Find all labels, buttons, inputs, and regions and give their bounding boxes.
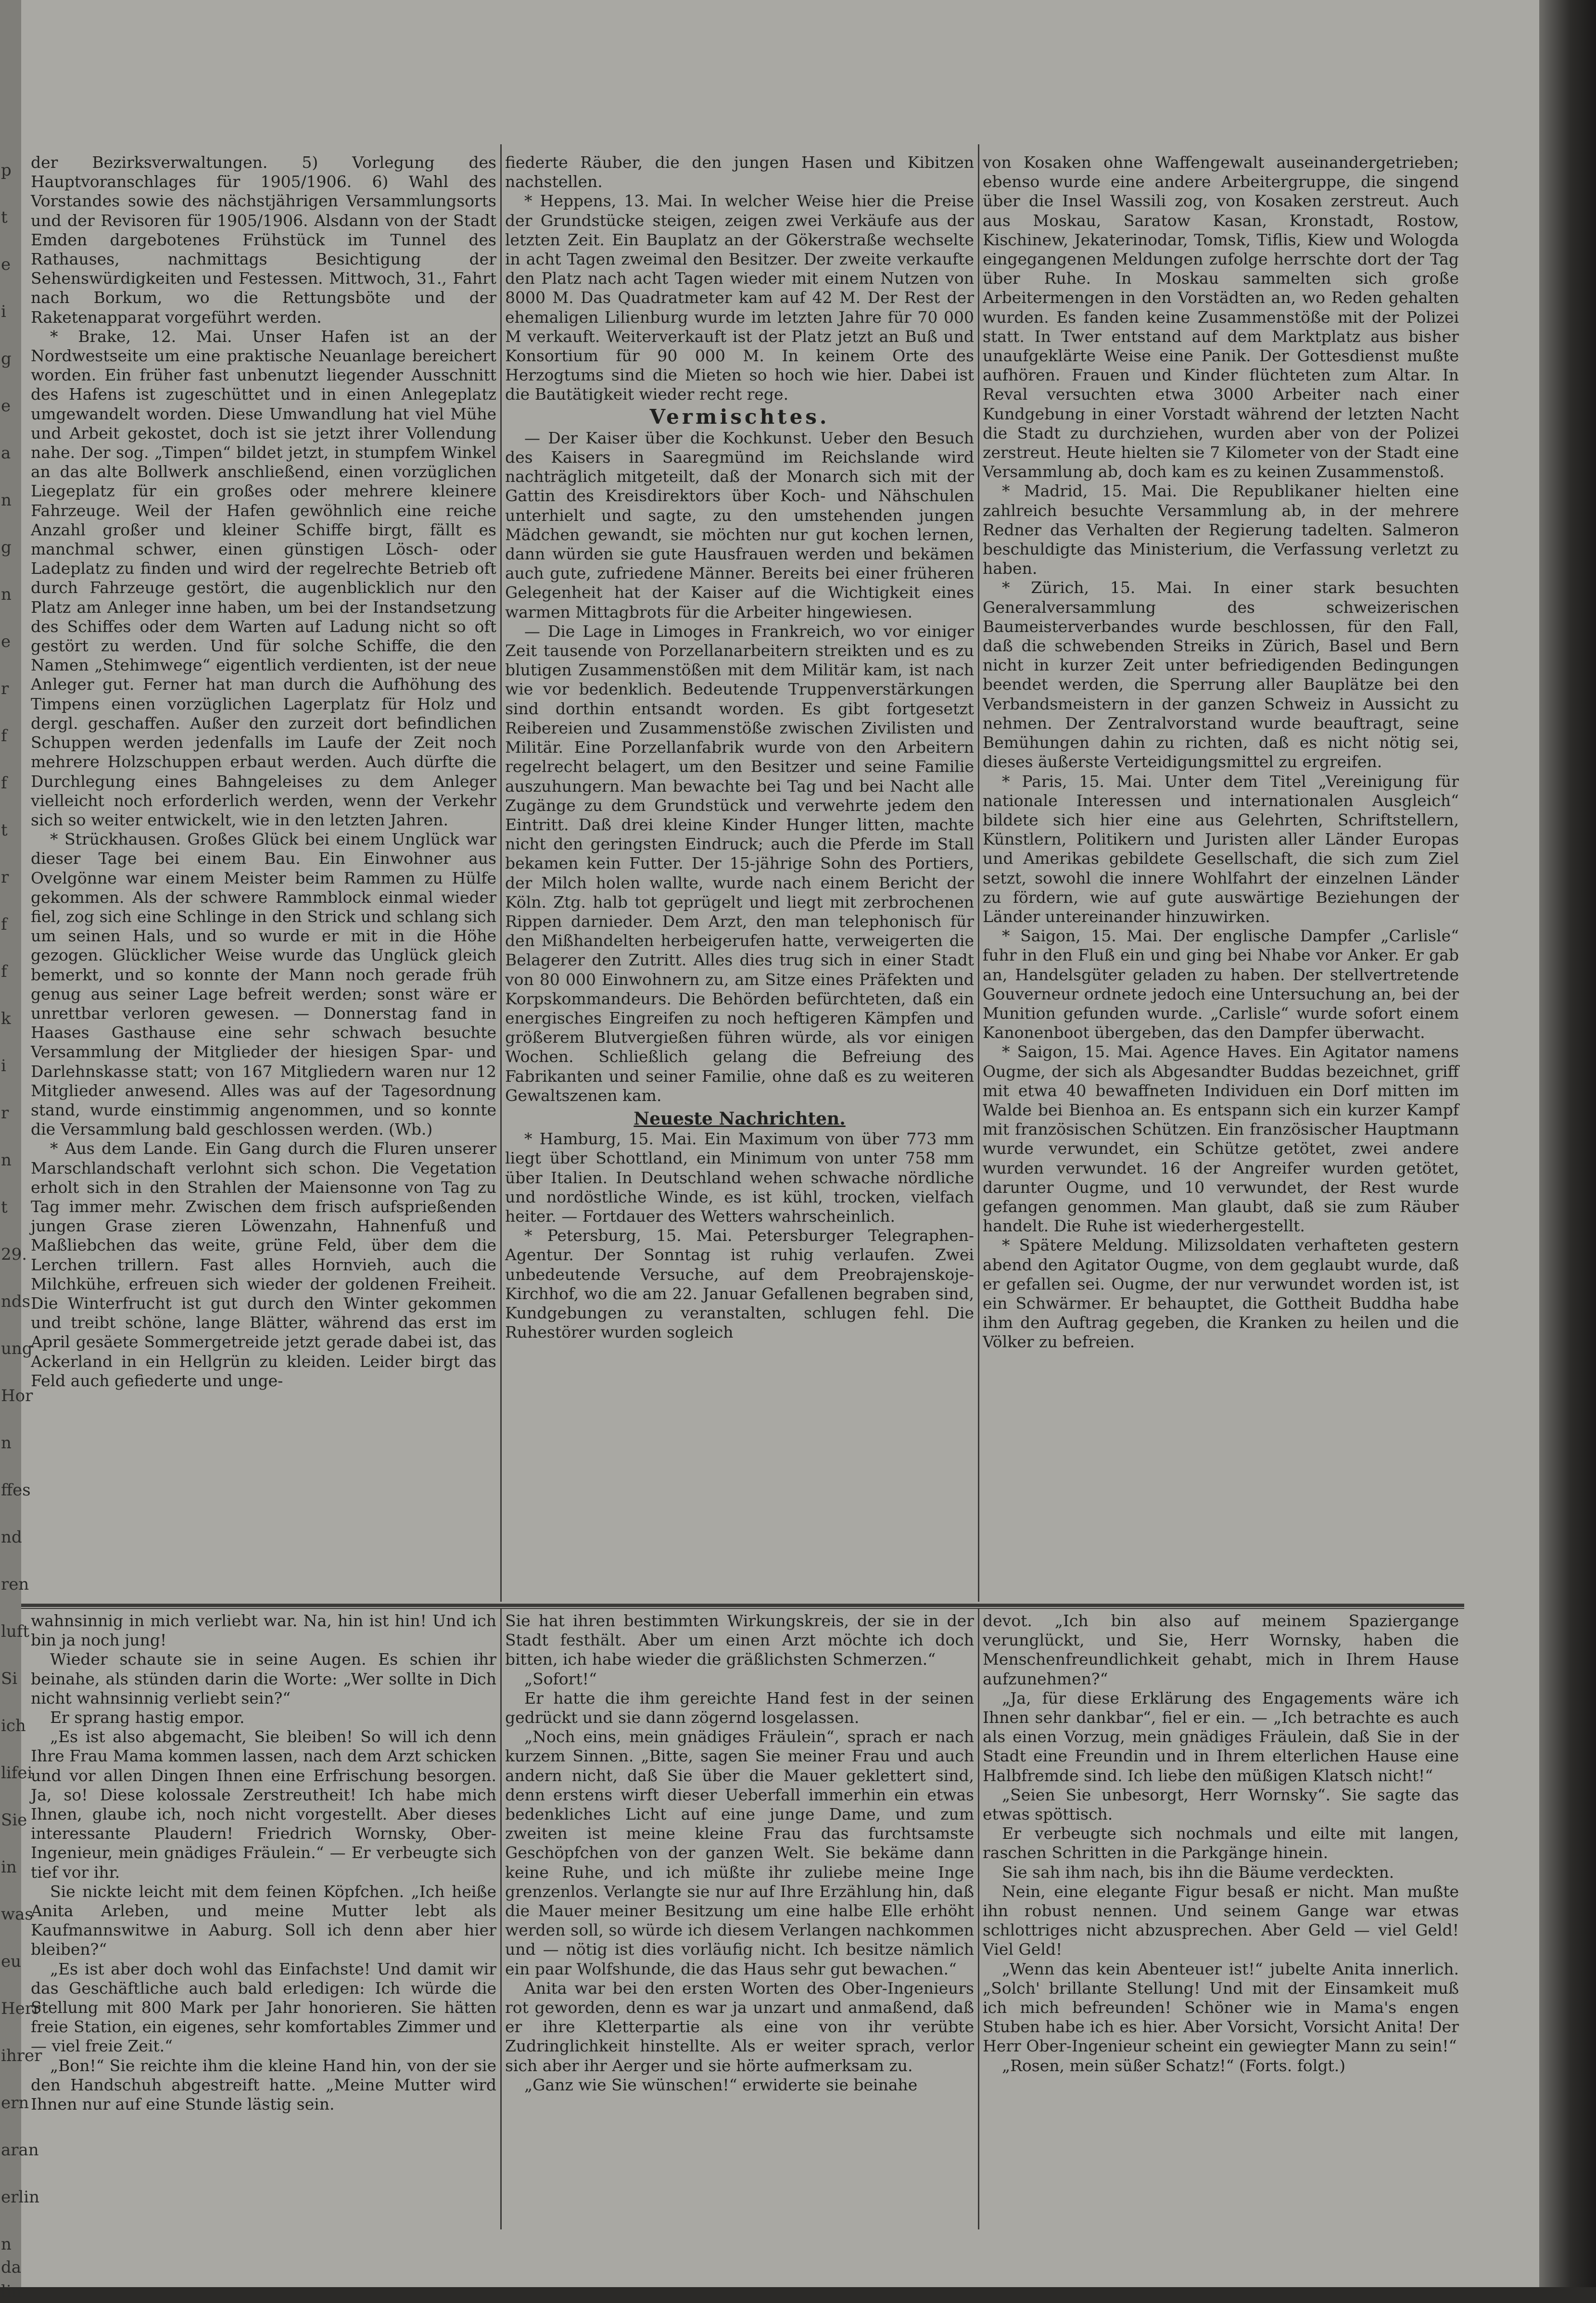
column-rule [500, 1609, 502, 2229]
article-paragraph: Er hatte die ihm gereichte Hand fest in der seinen gedrückt und sie dann zögernd losgelassen. [505, 1688, 974, 1727]
feuilleton-column-1 [31, 1611, 496, 2227]
neighbour-text-fragment: i [1, 1056, 6, 1076]
article-paragraph: * Saigon, 15. Mai. Der englische Dampfer „Carlisle“ fuhr in den Fluß ein und ging bei Nhabe vor Anker. Er gab an, Handelsgüter geladen zu haben. Der stellvertretende Gouverneur ordnete jedoch eine Untersuchung an, bei der Munition gefunden wurde. „Carlisle“ wurde sofort einem Kanonenboot übergeben, das den Dampfer überwacht. [983, 926, 1459, 1042]
neighbour-text-fragment: ich [1, 1716, 26, 1735]
neighbour-text-fragment: lin [1, 2282, 22, 2301]
neighbour-text-fragment: k [1, 1009, 11, 1028]
article-paragraph: „Es ist also abgemacht, Sie bleiben! So will ich denn Ihre Frau Mama kommen lassen, nach dem Arzt schicken und vor allen Dingen Ihnen eine Erfrischung besorgen. Ja, so! Diese kolossale Zerstreutheit! Ich habe mich Ihnen, glaube ich, noch nicht vorgestellt. Aber dieses interessante Plaudern! Friedrich Wornsky, Ober-Ingenieur, mein gnädiges Fräulein.“ — Er verbeugte sich tief vor ihr. [31, 1727, 496, 1882]
article-paragraph: „Ganz wie Sie wünschen!“ erwiderte sie beinahe [524, 2075, 918, 2094]
article-paragraph: Nein, eine elegante Figur besaß er nicht. Man mußte ihn robust nennen. Und seinem Gange war etwas schlottriges nicht abzusprechen. Aber Geld — viel Geld! Viel Geld! [983, 1882, 1459, 1959]
article-paragraph: von Kosaken ohne Waffengewalt auseinandergetrieben; ebenso wurde eine andere Arbeitergruppe, die singend über die Insel Wassili zog, von Kosaken zerstreut. Auch aus Moskau, Saratow Kasan, Kronstadt, Rostow, Kischinew, Jekaterinodar, Tomsk, Tiflis, Kiew und Wologda eingegangenen Meldungen zufolge herrschte dort der Tag über Ruhe. In Moskau sammelten sich große Arbeitermengen in den Vorstädten an, wo Reden gehalten wurden. Es fanden keine Zusammenstöße mit der Polizei statt. In Twer entstand auf dem Marktplatz aus bisher unaufgeklärte Weise eine Panik. Der Gottesdienst mußte aufhören. Frauen und Kinder flüchteten zum Altar. In Reval versuchten etwa 3000 Arbeiter nach einer Kundgebung in einer Vorstadt während der letzten Nacht die Stadt zu durchziehen, wurden aber von der Polizei zerstreut. Heute hielten sie 7 Kilometer von der Stadt eine Versammlung ab, doch kam es zu keinen Zusammenstoß. [983, 153, 1459, 481]
neighbour-text-fragment: r [1, 679, 9, 698]
neighbour-text-fragment: ern [1, 2093, 29, 2113]
neighbour-text-fragment: g [1, 538, 12, 557]
article-paragraph: — Der Kaiser über die Kochkunst. Ueber den Besuch des Kaisers in Saaregmünd im Reichslande wird nachträglich mitgeteilt, daß der Monarch sich mit der Gattin des Kreisdirektors über Koch- und Nähschulen unterhielt und sagte, zu den umstehenden jungen Mädchen gewandt, sie möchten nur gut kochen lernen, dann würden sie gute Hausfrauen werden und bekämen auch gute, zufriedene Männer. Bereits bei einer früheren Gelegenheit hat der Kaiser auf die Wichtigkeit eines warmen Mittagbrots für die Arbeiter hingewiesen. [505, 428, 974, 621]
article-paragraph: fiederte Räuber, die den jungen Hasen und Kibitzen nachstellen. [505, 153, 974, 191]
article-paragraph: * Heppens, 13. Mai. In welcher Weise hier die Preise der Grundstücke steigen, zeigen zwei Verkäufe aus der letzten Zeit. Ein Bauplatz an der Gökerstraße wechselte in acht Tagen zweimal den Besitzer. Der zweite verkaufte den Platz nach acht Tagen wieder mit einem Nutzen von 8000 M. Das Quadratmeter kam auf 42 M. Der Rest der ehemaligen Lilienburg wurde im letzten Jahre für 70 000 M verkauft. Weiterverkauft ist der Platz jetzt an Buß und Konsortium für 90 000 M. In keinem Orte des Herzogtums sind die Mieten so hoch wie hier. Dabei ist die Bautätigkeit wieder recht rege. [505, 191, 974, 404]
article-paragraph: „Es ist aber doch wohl das Einfachste! Und damit wir das Geschäftliche auch bald erledigen: Ich würde die Stellung mit 800 Mark per Jahr honorieren. Sie hätten freie Station, ein eigenes, sehr komfortables Zimmer und — viel freie Zeit.“ [31, 1959, 496, 2056]
neighbour-text-fragment: Hor [1, 1386, 33, 1405]
neighbour-text-fragment: n [1, 1151, 12, 1170]
neighbour-text-fragment: r [1, 868, 9, 887]
feuilleton-column-3 [983, 1611, 1459, 2227]
neighbour-text-fragment: ihrer [1, 2046, 42, 2065]
column-rule [500, 144, 502, 1602]
article-paragraph: „Seien Sie unbesorgt, Herr Wornsky“. Sie sagte das etwas spöttisch. [983, 1785, 1459, 1824]
feuilleton-column-2 [505, 1611, 974, 2227]
neighbour-text-fragment: f [1, 962, 7, 981]
neighbour-text-fragment: f [1, 726, 7, 746]
neighbour-text-fragment: in [1, 1858, 17, 1877]
neighbour-text-fragment: t [1, 821, 8, 840]
column-rule [978, 1609, 979, 2229]
neighbour-text-fragment: t [1, 208, 8, 227]
neighbour-text-fragment: p [1, 161, 12, 180]
news-column-1 [31, 153, 496, 1606]
article-paragraph: „Sofort!“ [524, 1669, 597, 1688]
neighbour-text-fragment: ffes [1, 1480, 31, 1500]
column-rule [978, 144, 979, 1602]
neighbour-text-fragment: was [1, 1905, 33, 1924]
article-paragraph: „Noch eins, mein gnädiges Fräulein“, sprach er nach kurzem Sinnen. „Bitte, sagen Sie meiner Frau und auch andern nicht, daß Sie über die Mauer geklettert sind, denn erstens wirft dieser Ueberfall immerhin ein etwas bedenkliches Licht auf eine junge Dame, und zum zweiten ist meine kleine Frau das furchtsamste Geschöpfchen von der ganzen Welt. Sie bekäme dann keine Ruhe, und ich müßte ihr zuliebe meine Inge grenzenlos. Verlangte sie nur auf Ihre Erzählung hin, daß die Mauer meiner Besitzung um eine halbe Elle erhöht werden soll, so würde ich diesem Verlangen nachkommen und — nötig ist dies vorläufig nicht. Ich besitze nämlich ein paar Wolfshunde, die das Haus sehr gut bewachen.“ [505, 1727, 974, 1978]
article-paragraph: Anita war bei den ersten Worten des Ober-Ingenieurs rot geworden, denn es war ja unzart und anmaßend, daß er ihre Kletterpartie als eine von ihr verübte Zudringlichkeit hinstellte. Als er weiter sprach, verlor sich aber ihr Aerger und sie hörte aufmerksam zu. [505, 1978, 974, 2075]
binding-edge [1539, 0, 1596, 2287]
neighbour-text-fragment: n [1, 491, 12, 510]
article-paragraph: Er verbeugte sich nochmals und eilte mit langen, raschen Schritten in die Parkgänge hinein. [983, 1824, 1459, 1862]
article-paragraph: * Hamburg, 15. Mai. Ein Maximum von über 773 mm liegt über Schottland, ein Minimum von unter 758 mm über Italien. In Deutschland wehen schwache nördliche und nordöstliche Winde, es ist kühl, trocken, vielfach heiter. — Fortdauer des Wetters wahrscheinlich. [505, 1129, 974, 1226]
neighbour-text-fragment: e [1, 396, 11, 416]
article-paragraph: * Spätere Meldung. Milizsoldaten verhafteten gestern abend den Agitator Ougme, von dem geglaubt wurde, daß er gefallen sei. Ougme, der nur verwundet worden ist, ist ein Schwärmer. Er behauptet, die Gottheit Buddha habe ihm den Auftrag gegeben, die Kranken zu heilen und die Völker zu befreien. [983, 1236, 1459, 1352]
news-column-3 [983, 153, 1459, 1606]
article-paragraph: „Rosen, mein süßer Schatz!“ (Forts. folgt.) [1002, 2056, 1346, 2075]
neighbour-text-fragment: Herr [1, 1999, 41, 2018]
article-paragraph: * Petersburg, 15. Mai. Petersburger Telegraphen-Agentur. Der Sonntag ist ruhig verlaufen. Zwei unbedeutende Versuche, auf dem Preobrajenskoje-Kirchhof, wo die am 22. Januar Gefallenen begraben sind, Kundgebungen zu veranstalten, schlugen fehl. Die Ruhestörer wurden sogleich [505, 1226, 974, 1342]
article-paragraph: Sie hat ihren bestimmten Wirkungskreis, der sie in der Stadt festhält. Aber um einen Arzt möchte ich doch bitten, ich habe wieder die gräßlichsten Schmerzen.“ [505, 1611, 974, 1669]
article-paragraph: „Wenn das kein Abenteuer ist!“ jubelte Anita innerlich. „Solch' brillante Stellung! Und mit der Einsamkeit muß ich mich befreunden! Schöner wie in Mama's engen Stuben habe ich es hier. Aber Vorsicht, Vorsicht Anita! Der Herr Ober-Ingenieur scheint ein gewiegter Mann zu sein!“ [983, 1959, 1459, 2056]
neighbour-text-fragment: g [1, 349, 12, 368]
article-paragraph: — Die Lage in Limoges in Frankreich, wo vor einiger Zeit tausende von Porzellanarbeitern streikten und es zu blutigen Zusammenstößen mit dem Militär kam, ist nach wie vor bedenklich. Bedeutende Truppenverstärkungen sind dorthin entsandt worden. Es gibt fortgesetzt Reibereien und Zusammenstöße zwischen Zivilisten und Militär. Eine Porzellanfabrik wurde von den Arbeitern regelrecht belagert, um den Besitzer und seine Familie auszuhungern. Man bewachte bei Tag und bei Nacht alle Zugänge zu dem Grundstück und verwehrte jedem den Eintritt. Daß drei kleine Kinder Hunger litten, machte nicht den geringsten Eindruck; auch die Pferde im Stall bekamen kein Futter. Der 15-jährige Sohn des Portiers, der Milch holen wallte, wurde nach einem Bericht der Köln. Ztg. halb tot geprügelt und liegt mit zerbrochenen Rippen darnieder. Dem Arzt, den man telephonisch für den Mißhandelten herbeigerufen hatte, verweigerten die Belagerer den Zutritt. Alles dies trug sich in einer Stadt von 80 000 Einwohnern zu, am Sitze eines Präfekten und Korpskommandeurs. Die Behörden befürchteten, daß ein energisches Eingreifen zu noch heftigeren Kämpfen und größerem Blutvergießen führen würde, als vor einigen Wochen. Schließlich gelang die Befreiung des Fabrikanten und seiner Familie, ohne daß es zu weiteren Gewaltszenen kam. [505, 621, 974, 1105]
article-paragraph: wahnsinnig in mich verliebt war. Na, hin ist hin! Und ich bin ja noch jung! [31, 1611, 496, 1650]
neighbour-text-fragment: n [1, 585, 12, 604]
neighbour-text-fragment: f [1, 773, 7, 793]
article-paragraph: * Zürich, 15. Mai. In einer stark besuchten Generalversammlung des schweizerischen Baumeisterverbandes wurde beschlossen, für den Fall, daß die schwebenden Streiks in Zürich, Basel und Bern nicht in kurzer Zeit unter befriedigenden Bedingungen beendet werden, die Sperrung aller Bauplätze bei den Verbandsmeistern in der ganzen Schweiz in Aussicht zu nehmen. Der Zentralvorstand wurde beauftragt, seine Bemühungen dahin zu richten, daß es nicht nötig sei, dieses äußerste Verteidigungsmittel zu ergreifen. [983, 578, 1459, 772]
section-heading: Vermischtes. [649, 405, 830, 429]
article-paragraph: * Strückhausen. Großes Glück bei einem Unglück war dieser Tage bei einem Bau. Ein Einwohner aus Ovelgönne war einem Meister beim Rammen zu Hülfe gekommen. Als der schwere Rammblock einmal wieder fiel, zog sich eine Schlinge in den Strick und schlang sich um seinen Hals, und so wurde er mit in die Höhe gezogen. Glücklicher Weise wurde das Unglück gleich bemerkt, und so konnte der Mann noch gerade früh genug aus seiner Lage befreit werden; sonst wäre er unrettbar verloren gewesen. — Donnerstag fand in Haases Gasthause eine sehr schwach besuchte Versammlung der Mitglieder der hiesigen Spar- und Darlehnskasse statt; von 167 Mitgliedern waren nur 12 Mitglieder anwesend. Alles was auf der Tagesordnung stand, wurde einstimmig angenommen, und so konnte die Versammlung bald geschlossen werden. (Wb.) [31, 830, 496, 1139]
neighbour-text-fragment: 29. [1, 1245, 27, 1264]
article-paragraph: Wieder schaute sie in seine Augen. Es schien ihr beinahe, als stünden darin die Worte: „Wer sollte in Dich nicht wahnsinnig verliebt sein?“ [31, 1650, 496, 1708]
neighbour-text-fragment: i [1, 302, 6, 321]
neighbour-text-fragment: erlin [1, 2188, 40, 2207]
neighbour-text-fragment: Si [1, 1669, 18, 1688]
neighbour-text-fragment: r [1, 1103, 9, 1123]
news-column-2 [505, 153, 974, 1606]
article-paragraph: Sie nickte leicht mit dem feinen Köpfchen. „Ich heiße Anita Arleben, und meine Mutter lebt als Kaufmannswitwe in Aaburg. Soll ich denn aber hier bleiben?“ [31, 1882, 496, 1959]
article-paragraph: * Paris, 15. Mai. Unter dem Titel „Vereinigung für nationale Interessen und internationalen Ausgleich“ bildete sich hier eine aus Gelehrten, Schriftstellern, Künstlern, Politikern und Juristen aller Länder Europas und Amerikas gebildete Gesellschaft, die sich zum Ziel setzt, sowohl die innere Wohlfahrt der einzelnen Länder zu fördern, wie auf gute auswärtige Beziehungen der Länder untereinander hinzuwirken. [983, 772, 1459, 926]
article-paragraph: * Saigon, 15. Mai. Agence Haves. Ein Agitator namens Ougme, der sich als Abgesandter Buddas bezeichnet, griff mit etwa 40 bewaffneten Individuen ein Dorf mitten im Walde bei Bienhoa an. Es entspann sich ein kurzer Kampf mit französischen Schützen. Ein französischer Hauptmann wurde verwundet, ein Schütze getötet, zwei andere wurden verwundet. 16 der Angreifer wurden getötet, darunter Ougme, und 10 verwundet, der Rest wurde gefangen genommen. Man glaubt, daß sie zum Räuber handelt. Die Ruhe ist wiederhergestellt. [983, 1042, 1459, 1236]
neighbour-text-fragment: lifei [1, 1763, 33, 1783]
neighbour-text-fragment: f [1, 915, 7, 934]
neighbour-text-fragment: a [1, 443, 11, 463]
article-paragraph: devot. „Ich bin also auf meinem Spaziergange verunglückt, und Sie, Herr Wornsky, haben die Menschenfreundlichkeit gehabt, mich in Ihrem Hause aufzunehmen?“ [983, 1611, 1459, 1688]
neighbour-text-fragment: eu [1, 1952, 22, 1971]
neighbour-text-fragment: t [1, 1198, 8, 1217]
neighbour-text-fragment: nds [1, 1292, 31, 1311]
article-paragraph: Er sprang hastig empor. [50, 1708, 245, 1727]
article-paragraph: der Bezirksverwaltungen. 5) Vorlegung des Hauptvoranschlages für 1905/1906. 6) Wahl des Vorstandes sowie des nächstjährigen Versammlungsorts und der Revisoren für 1905/1906. Alsdann von der Stadt Emden dargebotenes Frühstück im Tunnel des Rathauses, nachmittags Besichtigung der Sehenswürdigkeiten und Festessen. Mittwoch, 31., Fahrt nach Borkum, wo die Rettungsböte und der Raketenapparat vorgeführt werden. [31, 153, 496, 327]
neighbour-text-fragment: ung [1, 1339, 33, 1358]
article-paragraph: Sie sah ihm nach, bis ihn die Bäume verdeckten. [1002, 1862, 1394, 1882]
neighbour-text-fragment: ren [1, 1575, 29, 1594]
neighbour-text-fragment: luft [1, 1622, 30, 1641]
neighbour-text-fragment: Sie [1, 1810, 27, 1830]
neighbour-text-fragment: aran [1, 2140, 39, 2160]
neighbour-text-fragment: nd [1, 1528, 22, 1547]
neighbour-text-fragment: e [1, 632, 11, 651]
article-paragraph: „Ja, für diese Erklärung des Engagements wäre ich Ihnen sehr dankbar“, fiel er ein. — „Ich betrachte es auch als einen Vorzug, mein gnädiges Fräulein, daß Sie in der Stadt eine Freundin und in Ihrem elterlichen Hause eine Halbfremde sind. Ich liebe den müßigen Klatsch nicht!“ [983, 1688, 1459, 1785]
article-paragraph: * Madrid, 15. Mai. Die Republikaner hielten eine zahlreich besuchte Versammlung ab, in der mehrere Redner das Verhalten der Regierung tadelten. Salmeron beschuldigte das Ministerium, die Verfassung verletzt zu haben. [983, 481, 1459, 578]
section-divider-thin [21, 1608, 1464, 1609]
article-paragraph: „Bon!“ Sie reichte ihm die kleine Hand hin, von der sie den Handschuh abgestreift hatte. „Meine Mutter wird Ihnen nur auf eine Stunde lästig sein. [31, 2056, 496, 2114]
article-paragraph: * Brake, 12. Mai. Unser Hafen ist an der Nordwestseite um eine praktische Neuanlage bereichert worden. Ein früher fast unbenutzt liegender Ausschnitt des Hafens ist zugeschüttet und in einen Anlegeplatz umgewandelt worden. Diese Umwandlung hat viel Mühe und Arbeit gekostet, doch ist sie jetzt ihrer Vollendung nahe. Der sog. „Timpen“ bildet jetzt, in stumpfem Winkel an das alte Bollwerk anschließend, einen vorzüglichen Liegeplatz für ein großes oder mehrere kleinere Fahrzeuge. Weil der Hafen gewöhnlich eine reiche Anzahl großer und kleiner Schiffe birgt, fällt es manchmal schwer, einen günstigen Lösch- oder Ladeplatz zu finden und wird der regelrechte Betrieb oft durch Fahrzeuge gestört, die augenblicklich nur den Platz am Anleger inne haben, um bei der Instandsetzung des Schiffes oder dem Warten auf Ladung nicht so oft gestört zu werden. Und für solche Schiffe, die den Namen „Stehimwege“ eigentlich verdienten, ist der neue Anleger gut. Ferner hat man durch die Aufhöhung des Timpens einen vorzüglichen Lagerplatz für Holz und dergl. geschaffen. Außer den zurzeit dort befindlichen Schuppen werden jedenfalls im Laufe der Zeit noch mehrere Holzschuppen erbaut werden. Auch dürfte die Durchlegung eines Bahngeleises zu dem Anleger vielleicht noch erforderlich werden, wenn der Verkehr sich so weiter entwickelt, wie in den letzten Jahren. [31, 327, 496, 829]
neighbour-page-edge [0, 0, 42, 2301]
neighbour-text-fragment: e [1, 255, 11, 274]
neighbour-text-fragment: n da [1, 2235, 22, 2277]
section-heading: Neueste Nachrichten. [633, 1108, 846, 1129]
neighbour-text-fragment: n [1, 1433, 12, 1453]
article-paragraph: * Aus dem Lande. Ein Gang durch die Fluren unserer Marschlandschaft verlohnt sich schon. Die Vegetation erholt sich in den Strahlen der Maiensonne von Tag zu Tag immer mehr. Zwischen dem frisch aufsprießenden jungen Grase zieren Löwenzahn, Hahnenfuß und Maßliebchen das weite, grüne Feld, über dem die Lerchen trillern. Fast alles Hornvieh, auch die Milchkühe, erfreuen sich wieder der goldenen Freiheit. Die Winterfrucht ist gut durch den Winter gekommen und treibt schöne, lange Blätter, während das erst im April gesäete Sommergetreide jetzt gerade dabei ist, das Ackerland in ein Hellgrün zu kleiden. Leider birgt das Feld auch gefiederte und unge- [31, 1139, 496, 1390]
